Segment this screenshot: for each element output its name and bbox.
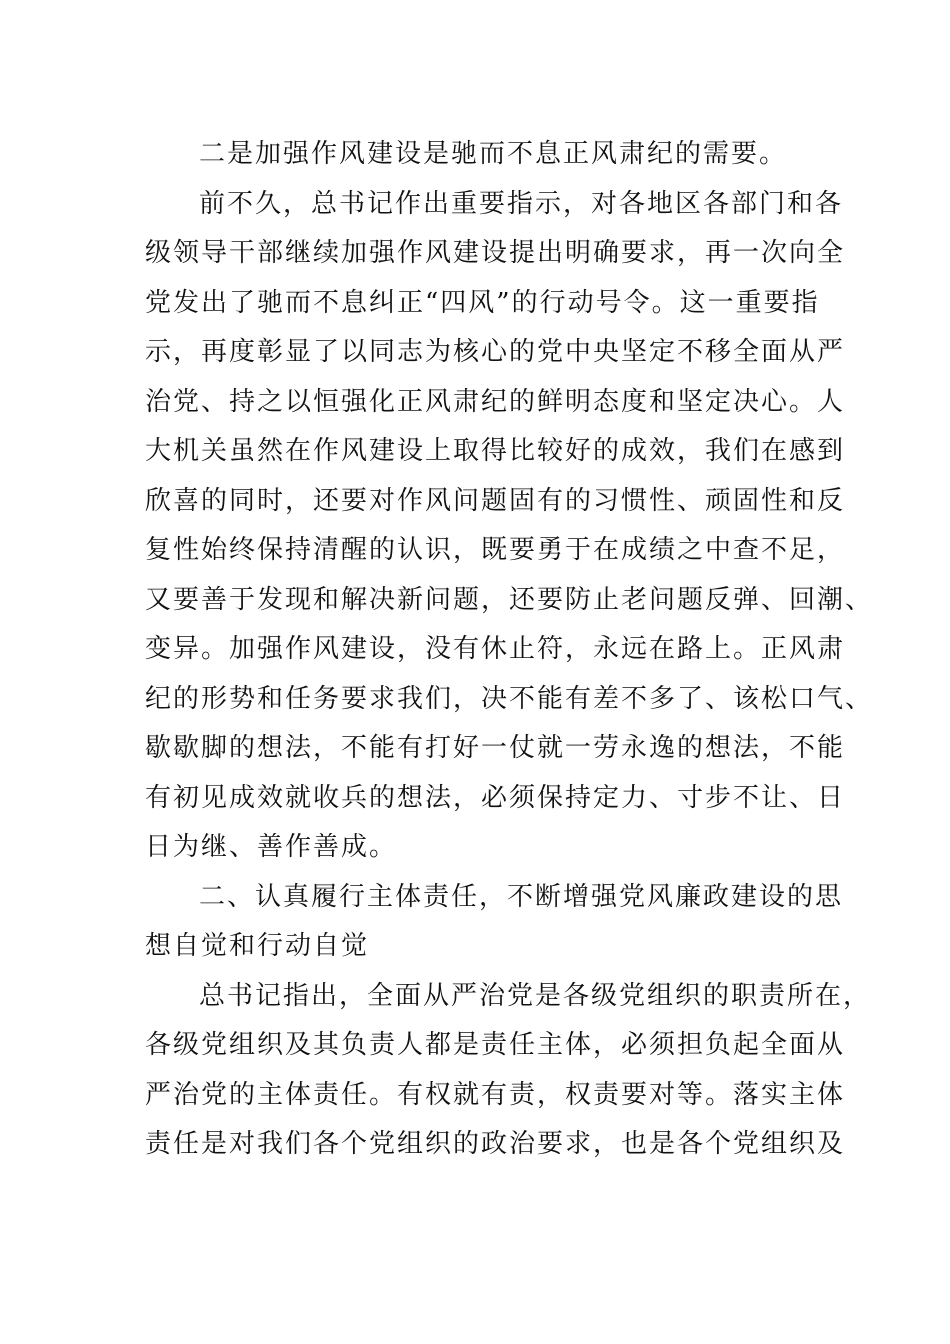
text-line: 各级党组织及其负责人都是责任主体，必须担负起全面从	[145, 1030, 846, 1060]
text-line: 治党、持之以恒强化正风肃纪的鲜明态度和坚定决心。人	[145, 386, 846, 417]
text-line: 纪的形势和任务要求我们，决不能有差不多了、该松口气、	[145, 683, 874, 714]
section-heading: 二、认真履行主体责任，不断增强党风廉政建设的思	[199, 881, 844, 912]
text-line: 示，再度彰显了以同志为核心的党中央坚定不移全面从严	[145, 337, 846, 367]
text-line: 严治党的主体责任。有权就有责，权责要对等。落实主体	[145, 1079, 846, 1110]
text-line: 变异。加强作风建设，没有休止符，永远在路上。正风肃	[145, 634, 846, 664]
text-line: 大机关虽然在作风建设上取得比较好的成效，我们在感到	[145, 436, 846, 466]
text-line: 党发出了驰而不息纠正“四风”的行动号令。这一重要指	[145, 287, 820, 318]
text-line: 二是加强作风建设是驰而不息正风肃纪的需要。	[199, 139, 788, 169]
text-line: 前不久，总书记作出重要指示，对各地区各部门和各	[199, 188, 844, 219]
text-line: 责任是对我们各个党组织的政治要求，也是各个党组织及	[145, 1129, 846, 1159]
text-line: 有初见成效就收兵的想法，必须保持定力、寸步不让、日	[145, 782, 846, 813]
text-line: 又要善于发现和解决新问题，还要防止老问题反弹、回潮、	[145, 584, 874, 615]
text-line: 复性始终保持清醒的认识，既要勇于在成绩之中查不足，	[145, 535, 846, 565]
text-line: 歇歇脚的想法，不能有打好一仗就一劳永逸的想法，不能	[145, 733, 846, 763]
text-line: 欣喜的同时，还要对作风问题固有的习惯性、顽固性和反	[145, 485, 846, 516]
text-line: 总书记指出，全面从严治党是各级党组织的职责所在，	[199, 980, 872, 1011]
document-body	[145, 130, 874, 1170]
text-line: 级领导干部继续加强作风建设提出明确要求，再一次向全	[145, 238, 846, 268]
section-heading: 想自觉和行动自觉	[145, 931, 370, 961]
text-line: 日为继、善作善成。	[145, 832, 398, 862]
